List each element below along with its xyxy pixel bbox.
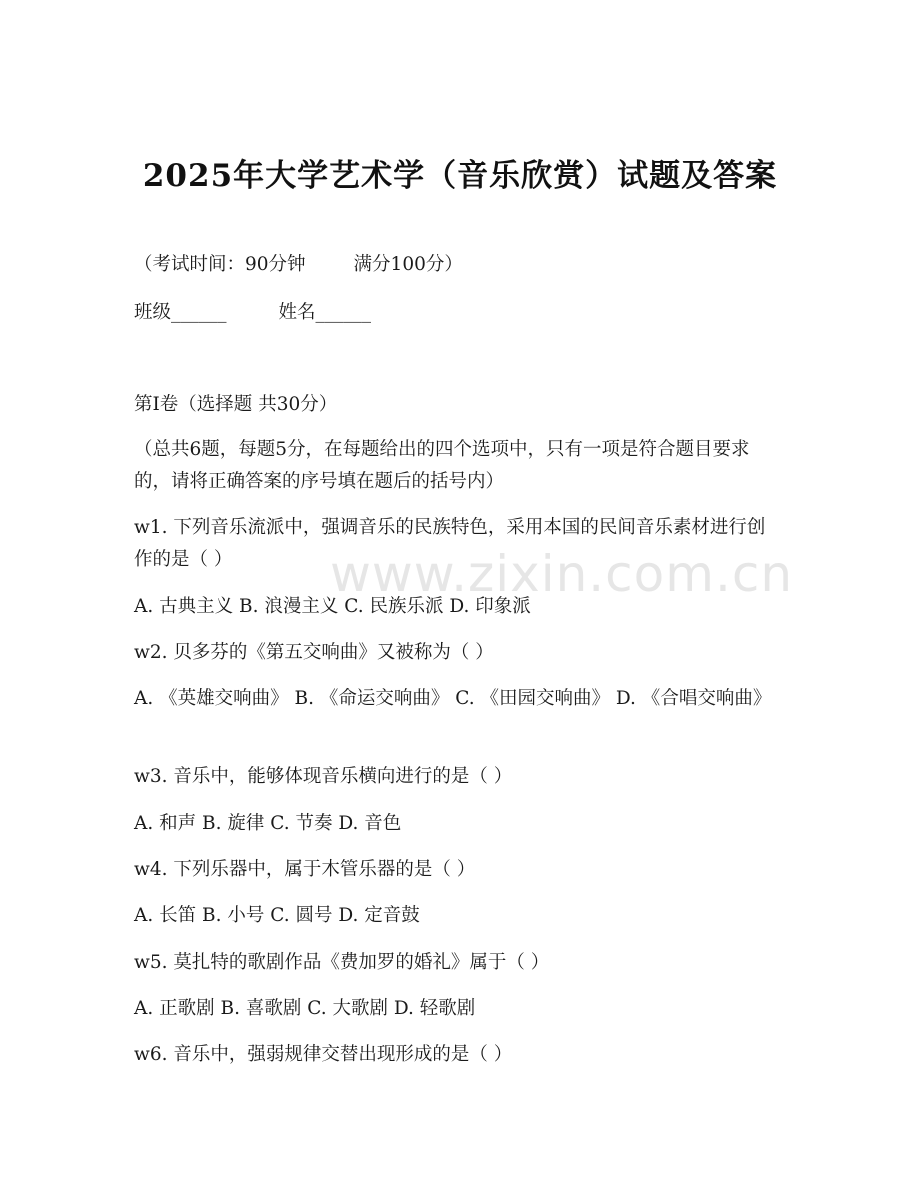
question-2-options: A. 《英雄交响曲》 B. 《命运交响曲》 C. 《田园交响曲》 D. 《合唱交响曲》	[134, 688, 772, 709]
question-2-stem: w2. 贝多芬的《第五交响曲》又被称为（ ）	[134, 642, 494, 663]
watermark: www.zixin.com.cn	[330, 545, 794, 603]
class-field-label: 班级______	[134, 302, 227, 323]
question-5-options: A. 正歌剧 B. 喜歌剧 C. 大歌剧 D. 轻歌剧	[134, 998, 476, 1019]
page-title: 2025年大学艺术学（音乐欣赏）试题及答案	[142, 158, 778, 194]
section-heading: 第I卷（选择题 共30分）	[134, 394, 338, 415]
exam-duration: （考试时间：90分钟	[134, 254, 306, 275]
question-3-options: A. 和声 B. 旋律 C. 节奏 D. 音色	[134, 813, 402, 834]
question-5-stem: w5. 莫扎特的歌剧作品《费加罗的婚礼》属于（ ）	[134, 952, 550, 973]
question-3-stem: w3. 音乐中，能够体现音乐横向进行的是（ ）	[134, 766, 513, 787]
question-4-stem: w4. 下列乐器中，属于木管乐器的是（ ）	[134, 859, 476, 880]
question-4-options: A. 长笛 B. 小号 C. 圆号 D. 定音鼓	[134, 905, 420, 926]
student-info	[134, 300, 371, 326]
section-instructions: （总共6题，每题5分，在每题给出的四个选项中，只有一项是符合题目要求的，请将正确答案的序号填在题后的括号内）	[134, 439, 750, 492]
question-1-stem: w1. 下列音乐流派中，强调音乐的民族特色，采用本国的民间音乐素材进行创作的是（ ）	[134, 517, 766, 570]
exam-full-score: 满分100分）	[353, 254, 463, 275]
exam-info	[134, 252, 463, 278]
question-6-stem: w6. 音乐中，强弱规律交替出现形成的是（ ）	[134, 1044, 513, 1065]
question-1-options: A. 古典主义 B. 浪漫主义 C. 民族乐派 D. 印象派	[134, 596, 531, 617]
name-field-label: 姓名______	[278, 302, 372, 323]
